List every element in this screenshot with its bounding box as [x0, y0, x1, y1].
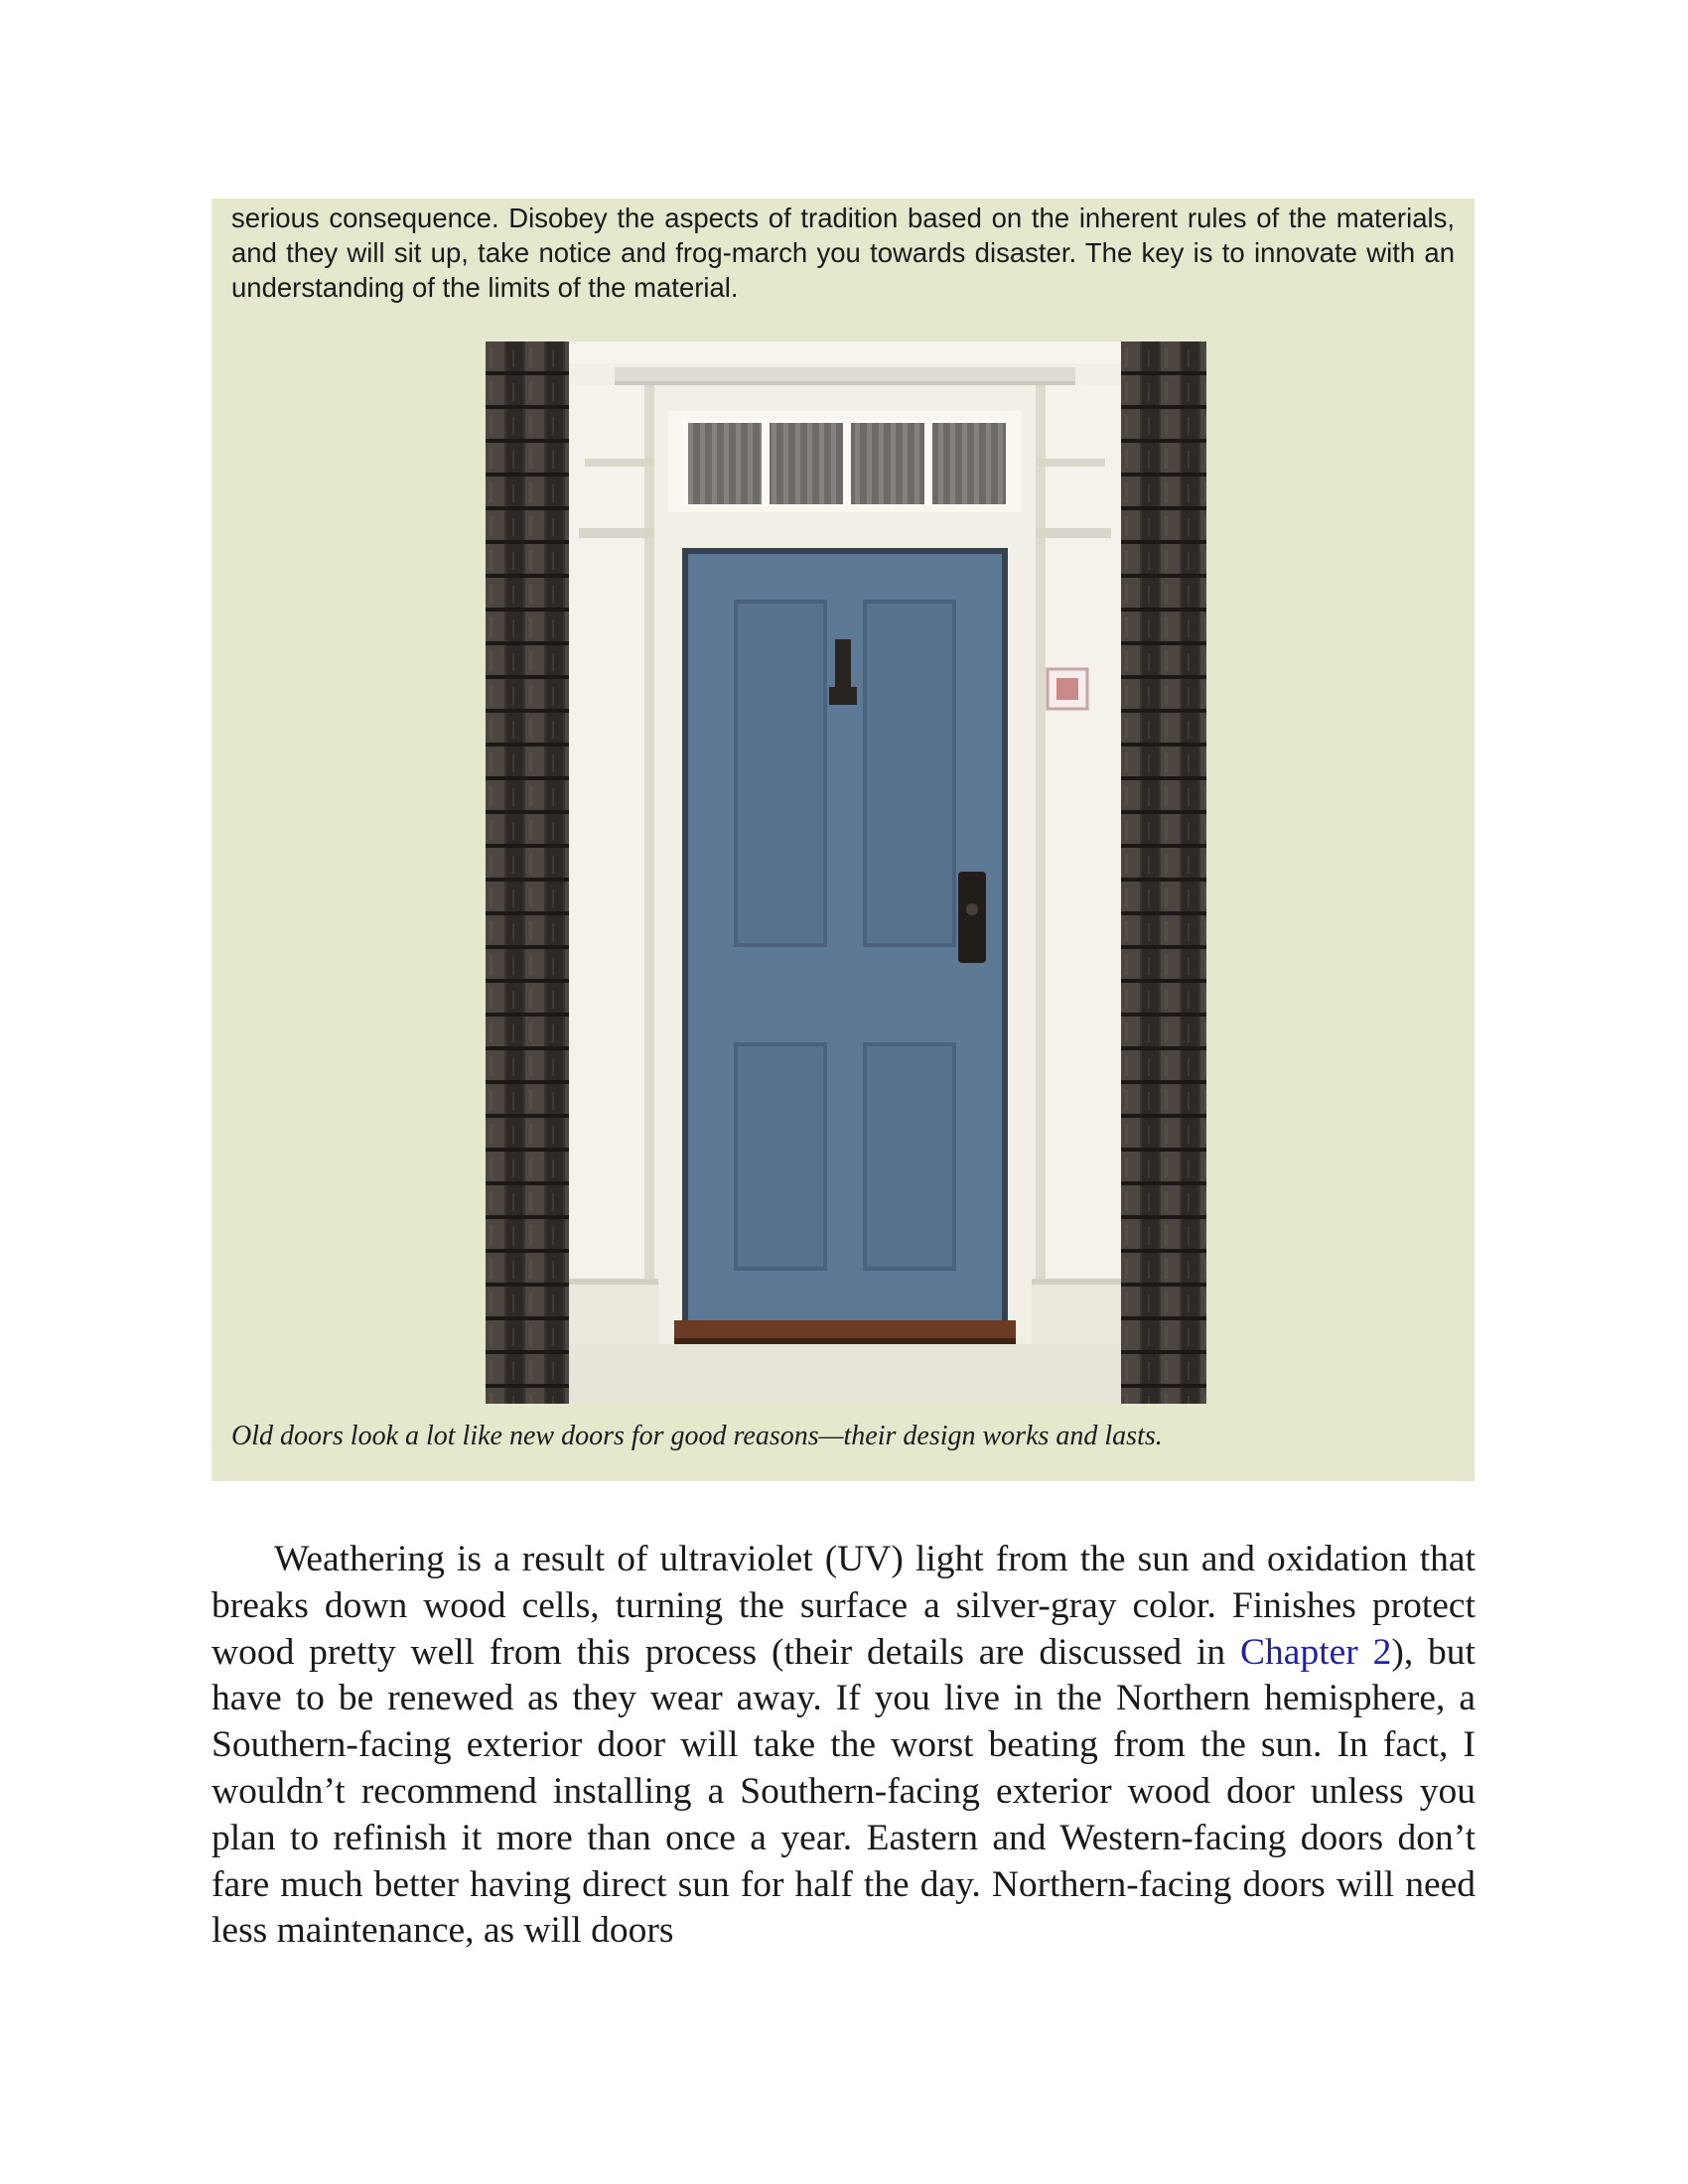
chapter-2-link[interactable]: Chapter 2 — [1240, 1631, 1392, 1673]
body-text-part-1: Weathering is a result of ultraviolet (UV) light from the sun and oxidation that breaks down wood cells, turning the surface a silver-gray color. Finishes protect wood pretty well from this process (their details are discussed in — [211, 1539, 1476, 1673]
door-photo — [486, 341, 1206, 1404]
sidebar-box — [211, 199, 1475, 1481]
sidebar-text: serious consequence. Disobey the aspects of tradition based on the inherent rules of the materials, and they will sit up, take notice and frog-march you towards disaster. The key is to innovate with an understanding of the limits of the material. — [231, 203, 1455, 303]
photo-caption: Old doors look a lot like new doors for good reasons—their design works and lasts. — [231, 1421, 1163, 1451]
body-text-part-2: ), but have to be renewed as they wear away. If you live in the Northern hemisphere, a Southern-facing exterior door will take the worst beating from the sun. In fact, I wouldn’t recommend installing a Southern-facing exterior wood door unless you plan to refinish it more than once a year. Eastern and Western-facing doors don’t fare much better having direct sun for half the day. Northern-facing doors will need less maintenance, as will doors — [211, 1631, 1476, 1952]
body-paragraph — [211, 1537, 1476, 1955]
